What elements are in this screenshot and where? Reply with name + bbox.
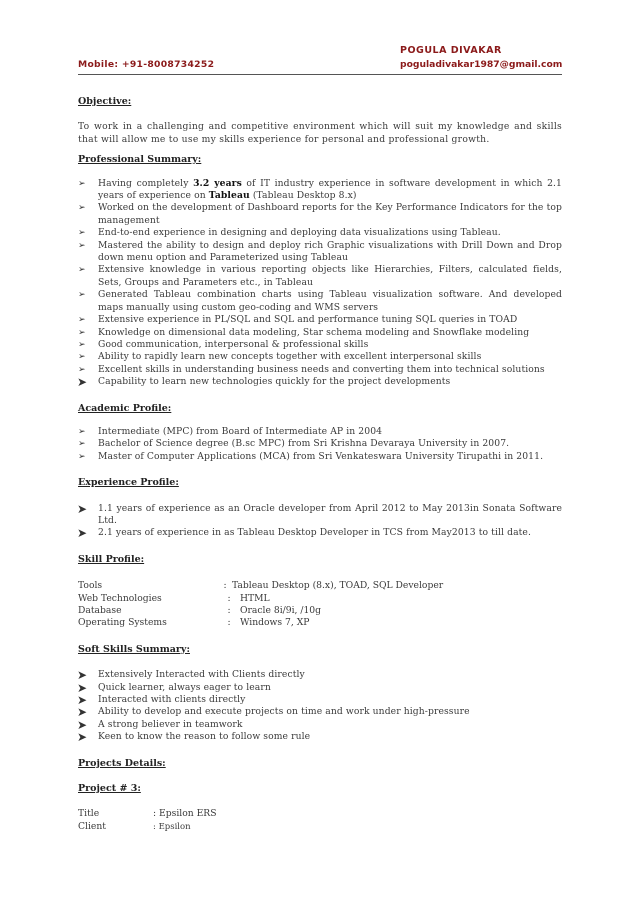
- list-item-text: Extensive knowledge in various reporting objects like Hierarchies, Filters, calculated fields, Sets, Groups and Parameters etc., in Tableau: [98, 264, 562, 288]
- project-details: [78, 808, 562, 833]
- list-item-text: Worked on the development of Dashboard reports for the Key Performance Indicators for the top management: [98, 202, 562, 226]
- skill-value: Oracle 8i/9i, /10g: [240, 605, 322, 616]
- list-item-text: Bachelor of Science degree (B.sc MPC) from Sri Krishna Devaraya University in 2007.: [98, 438, 510, 450]
- project-client-label: Client: [78, 820, 106, 832]
- highlight-tool: Tableau: [208, 190, 250, 202]
- email-address: poguladivakar1987@gmail.com: [400, 59, 563, 70]
- arrow-outline-bullet-icon: ➢: [78, 364, 86, 375]
- resume-content: [78, 96, 562, 833]
- list-item-text: Generated Tableau combination charts using Tableau visualization software. And developed maps manually using custom geo-coding and WMS servers: [98, 289, 562, 313]
- list-item-text: Quick learner, always eager to learn: [98, 681, 271, 693]
- arrowhead-bullet-icon: ➤: [77, 668, 88, 683]
- skill-colon: :: [227, 592, 231, 604]
- arrowhead-bullet-icon: ➤: [77, 705, 88, 720]
- list-item: [78, 451, 562, 463]
- list-item: [78, 426, 562, 438]
- summary-list: [78, 178, 562, 389]
- skill-value: HTML: [240, 592, 270, 604]
- arrow-outline-bullet-icon: ➢: [78, 290, 86, 301]
- arrow-outline-bullet-icon: ➢: [78, 339, 86, 350]
- arrow-outline-bullet-icon: ➢: [78, 451, 86, 462]
- list-item-text: Excellent skills in understanding business needs and converting them into technical solutions: [98, 363, 545, 375]
- skill-colon: :: [223, 580, 227, 592]
- highlight-years: 3.2 years: [193, 177, 242, 189]
- list-item: [78, 240, 562, 265]
- list-item-text: Interacted with clients directly: [98, 694, 246, 706]
- list-item: [78, 289, 562, 314]
- list-item-text: A strong believer in teamwork: [98, 718, 243, 730]
- list-item: [78, 314, 562, 326]
- list-item-text: Having completely: [98, 177, 194, 189]
- arrow-outline-bullet-icon: ➢: [78, 228, 86, 239]
- soft-skills-list: [78, 669, 562, 743]
- header-divider: [78, 74, 562, 75]
- list-item: [78, 527, 562, 539]
- arrowhead-bullet-icon: ➤: [77, 730, 88, 745]
- list-item-text: 2.1 years of experience in as Tableau Desktop Developer in TCS from May2013 to till date.: [98, 527, 531, 539]
- skill-colon: :: [227, 605, 231, 616]
- project-3-heading: Project # 3:: [78, 783, 141, 795]
- academic-heading: Academic Profile:: [78, 402, 172, 414]
- list-item-text: of IT industry experience in software development in which 2.1 years of experience on: [98, 177, 562, 202]
- arrow-outline-bullet-icon: ➢: [78, 178, 86, 189]
- skills-table: [78, 580, 562, 630]
- list-item-text: Ability to rapidly learn new concepts together with excellent interpersonal skills: [98, 351, 482, 363]
- list-item: [78, 706, 562, 718]
- skill-label: Web Technologies: [78, 592, 162, 604]
- arrowhead-bullet-icon: ➤: [77, 680, 88, 695]
- arrowhead-bullet-icon: ➤: [77, 693, 88, 708]
- arrow-outline-bullet-icon: ➢: [78, 240, 86, 251]
- skills-heading: Skill Profile:: [78, 553, 145, 565]
- academic-list: [78, 426, 562, 463]
- skill-value: Tableau Desktop (8.x), TOAD, SQL Developer: [232, 580, 444, 592]
- list-item: [78, 438, 562, 450]
- skill-label: Database: [78, 605, 122, 616]
- projects-heading: Projects Details:: [78, 757, 166, 769]
- objective-heading: Objective:: [78, 96, 132, 107]
- list-item-text: Keen to know the reason to follow some rule: [98, 731, 311, 743]
- list-item: [78, 503, 562, 528]
- list-item-text: Extensively Interacted with Clients directly: [98, 669, 305, 681]
- list-item: [78, 264, 562, 289]
- list-item-text: (Tableau Desktop 8.x): [249, 190, 357, 202]
- arrow-outline-bullet-icon: ➢: [78, 426, 86, 437]
- list-item: [78, 202, 562, 227]
- skill-colon: :: [227, 617, 231, 629]
- list-item-text: End-to-end experience in designing and deploying data visualizations using Tableau.: [98, 227, 501, 239]
- list-item-text: Extensive experience in PL/SQL and SQL and performance tuning SQL queries in TOAD: [98, 314, 518, 326]
- skill-label: Operating Systems: [78, 617, 167, 629]
- list-item: [78, 694, 562, 706]
- arrow-outline-bullet-icon: ➢: [78, 439, 86, 450]
- arrowhead-bullet-icon: ➤: [77, 501, 88, 516]
- arrowhead-bullet-icon: ➤: [77, 526, 88, 541]
- mobile-number: Mobile: +91-8008734252: [78, 59, 215, 70]
- list-item-text: Intermediate (MPC) from Board of Intermediate AP in 2004: [98, 425, 383, 437]
- project-client-value: : Epsilon: [153, 821, 191, 832]
- arrowhead-bullet-icon: ➤: [77, 717, 88, 732]
- list-item: [78, 351, 562, 363]
- list-item: [78, 327, 562, 339]
- experience-list: [78, 503, 562, 540]
- experience-heading: Experience Profile:: [78, 477, 179, 489]
- list-item-text: 1.1 years of experience as an Oracle developer from April 2012 to May 2013in Sonata Software Ltd.: [98, 502, 562, 526]
- arrowhead-bullet-icon: ➤: [77, 375, 88, 390]
- list-item: [78, 731, 562, 743]
- list-item: [78, 178, 562, 203]
- list-item: [78, 227, 562, 239]
- arrow-outline-bullet-icon: ➢: [78, 315, 86, 326]
- list-item: [78, 376, 562, 388]
- list-item: [78, 364, 562, 376]
- skill-value: Windows 7, XP: [240, 617, 310, 629]
- project-title-value: : Epsilon ERS: [153, 808, 217, 820]
- summary-heading: Professional Summary:: [78, 154, 202, 166]
- list-item-text: Capability to learn new technologies quickly for the project developments: [98, 376, 451, 388]
- list-item-text: Master of Computer Applications (MCA) from Sri Venkateswara University Tirupathi in 2011.: [98, 450, 544, 462]
- list-item-text: Ability to develop and execute projects on time and work under high-pressure: [98, 706, 470, 718]
- list-item-text: Good communication, interpersonal & professional skills: [98, 338, 369, 350]
- arrow-outline-bullet-icon: ➢: [78, 327, 86, 338]
- list-item: [78, 339, 562, 351]
- arrow-outline-bullet-icon: ➢: [78, 352, 86, 363]
- list-item-text: Mastered the ability to design and deploy rich Graphic visualizations with Drill Down and Drop down menu option and Parameterized using Tableau: [98, 239, 562, 264]
- arrow-outline-bullet-icon: ➢: [78, 203, 86, 214]
- list-item: [78, 682, 562, 694]
- skill-label: Tools: [78, 580, 103, 592]
- objective-text: To work in a challenging and competitive environment which will suit my knowledge and skills that will allow me to use my skills experience for personal and professional growth.: [78, 121, 562, 145]
- soft-skills-heading: Soft Skills Summary:: [78, 643, 190, 655]
- candidate-name: POGULA DIVAKAR: [400, 45, 502, 56]
- list-item: [78, 719, 562, 731]
- list-item: [78, 669, 562, 681]
- project-title-label: Title: [78, 808, 100, 820]
- arrow-outline-bullet-icon: ➢: [78, 265, 86, 276]
- list-item-text: Knowledge on dimensional data modeling, Star schema modeling and Snowflake modeling: [98, 326, 530, 338]
